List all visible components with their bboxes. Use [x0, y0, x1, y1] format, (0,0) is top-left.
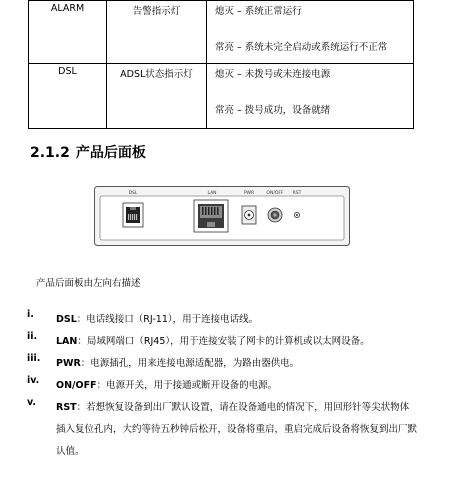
- port-description-continued: 插入复位孔内，大约等待五秒钟后松开，设备将重启，重启完成后设备将恢复到出厂默: [56, 424, 418, 435]
- port-description: 若想恢复设备到出厂默认设置，请在设备通电的情况下，用回形针等尖状物体: [86, 402, 410, 413]
- pwr-jack-icon: [242, 206, 256, 224]
- dsl-port-icon: [123, 203, 143, 227]
- led-name-cell: 告警指示灯: [107, 1, 207, 64]
- port-term: LAN: [56, 336, 78, 347]
- section-title: 产品后面板: [75, 145, 146, 161]
- list-marker: ii.: [27, 331, 38, 342]
- port-term: RST: [56, 402, 77, 413]
- led-state-on: 常亮 – 系统未完全启动或系统运行不正常: [215, 42, 388, 53]
- led-code-cell: DSL: [29, 64, 107, 129]
- led-status-table: [28, 0, 414, 129]
- port-description: 电源开关，用于接通或断开设备的电源。: [106, 380, 278, 391]
- port-term: DSL: [56, 314, 77, 325]
- dsl-port-label: DSL: [128, 191, 138, 196]
- led-state-cell: [207, 64, 414, 129]
- port-description-continued: 认值。: [56, 446, 85, 457]
- section-heading: [30, 142, 146, 162]
- rst-button-label: RST: [292, 191, 302, 196]
- lan-port-icon: [194, 200, 228, 232]
- list-marker: iv.: [27, 375, 40, 386]
- power-switch-icon: [268, 208, 282, 222]
- table-row: [29, 64, 414, 129]
- led-name-cell: ADSL状态指示灯: [107, 64, 207, 129]
- panel-intro-text: 产品后面板由左向右描述: [36, 278, 141, 289]
- port-term: ON/OFF: [56, 380, 97, 391]
- table-row: [29, 1, 414, 64]
- pwr-port-label: PWR: [243, 191, 255, 196]
- list-marker: iii.: [27, 353, 41, 364]
- rear-panel-illustration: [94, 186, 350, 246]
- port-description: 电源插孔，用来连接电源适配器，为路由器供电。: [90, 358, 300, 369]
- list-marker: i.: [27, 309, 34, 320]
- led-code-cell: ALARM: [29, 1, 107, 64]
- port-description: 局域网端口（RJ45），用于连接安装了网卡的计算机或以太网设备。: [86, 336, 370, 347]
- list-marker: v.: [27, 397, 37, 408]
- led-state-on: 常亮 – 拨号成功，设备就绪: [215, 105, 331, 116]
- lan-port-label: LAN: [207, 191, 217, 196]
- led-state-cell: [207, 1, 414, 64]
- onoff-switch-label: ON/OFF: [266, 191, 284, 196]
- port-term: PWR: [56, 358, 81, 369]
- port-description: 电话线接口（RJ-11），用于连接电话线。: [86, 314, 259, 325]
- led-state-off: 熄灭 – 未拨号或未连接电源: [215, 69, 331, 80]
- led-state-off: 熄灭 – 系统正常运行: [215, 6, 302, 17]
- section-number: 2.1.2: [30, 145, 70, 161]
- reset-hole-icon: [294, 212, 299, 217]
